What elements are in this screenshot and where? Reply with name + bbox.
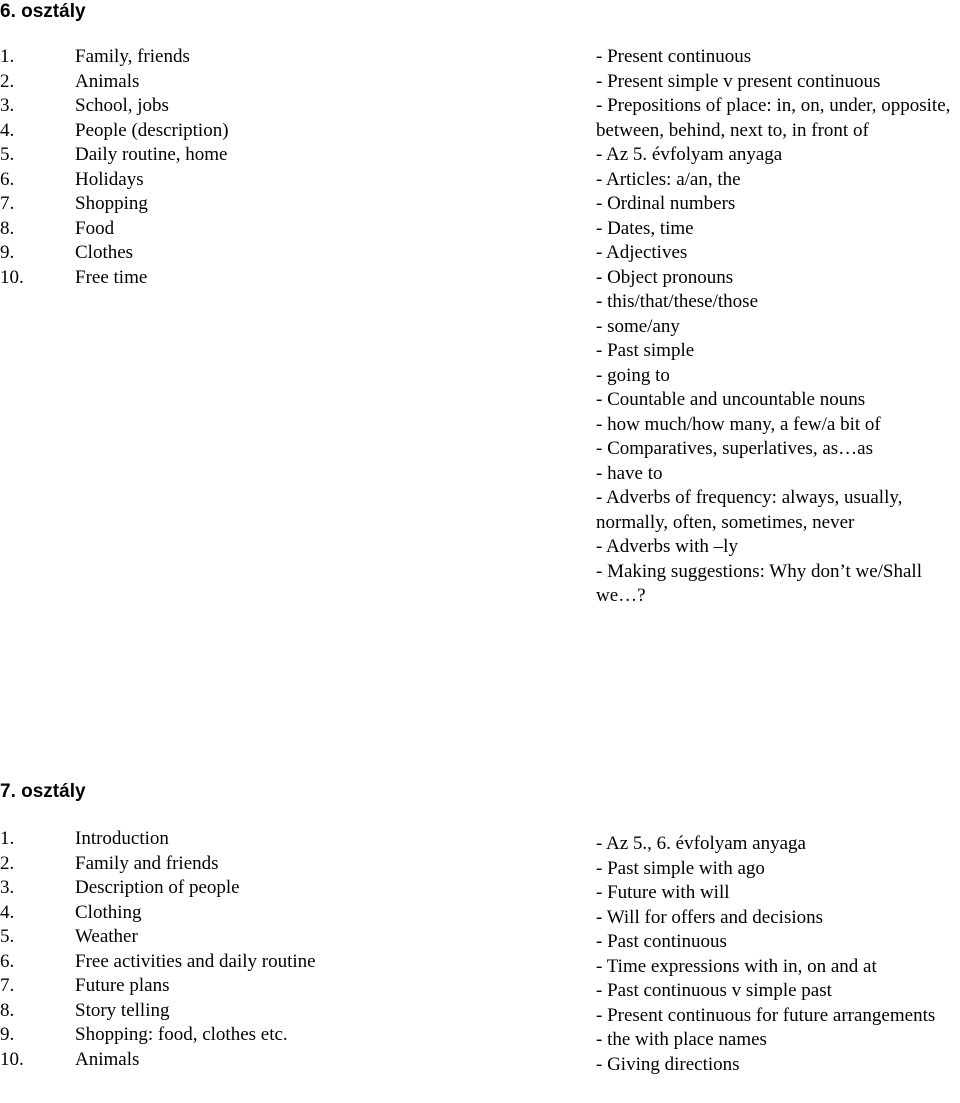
grammar-item: - Past continuous v simple past [596,980,832,1001]
topic-number: 8. [0,999,15,1021]
grammar-item: - Articles: a/an, the [596,168,741,190]
topic-number: 9. [0,1024,15,1045]
topic-number: 4. [0,901,15,923]
grammar-item: - Dates, time [596,217,694,239]
topic-number: 1. [0,46,15,67]
topic-text: Food [75,217,115,239]
topic-number: 6. [0,950,15,972]
topic-text: Introduction [75,828,169,849]
grammar-item: - Az 5. évfolyam anyaga [596,144,783,165]
grammar-item: - Time expressions with in, on and at [596,955,877,977]
grade7-title: 7. osztály [0,781,86,802]
topic-text: Animals [75,70,140,92]
topic-text: Free time [75,266,148,288]
topic-text: Description of people [75,877,240,898]
grammar-item: - Present continuous [596,46,752,67]
grammar-item: - Present simple v present continuous [596,70,881,92]
grammar-item: - Countable and uncountable nouns [596,389,866,410]
topic-text: Clothes [75,242,134,263]
topic-number: 2. [0,70,15,92]
grammar-item: - Prepositions of place: in, on, under, opposite, between, behind, next to, in front of [596,95,951,141]
topic-number: 6. [0,168,15,190]
topic-text: Free activities and daily routine [75,950,316,972]
grammar-item: - Past simple [596,340,695,361]
topic-text: School, jobs [75,95,169,116]
topic-number: 2. [0,852,15,874]
grammar-item: - Ordinal numbers [596,193,736,214]
grammar-item: - Present continuous for future arrangements [596,1004,936,1026]
topic-number: 10. [0,1048,24,1070]
topic-number: 7. [0,975,15,996]
grammar-item: - Future with will [596,882,730,903]
grammar-item: - the with place names [596,1029,767,1050]
topic-text: Weather [75,926,138,947]
topic-number: 10. [0,266,24,288]
grammar-item: - going to [596,364,670,386]
topic-number: 7. [0,193,15,214]
grade6-title: 6. osztály [0,1,86,22]
grammar-item: - Adjectives [596,242,688,263]
topic-number: 8. [0,217,15,239]
topic-number: 3. [0,95,15,116]
topic-number: 1. [0,828,15,849]
topic-text: Holidays [75,168,144,190]
grammar-item: - Will for offers and decisions [596,906,824,928]
grammar-item: - Adverbs with –ly [596,536,738,557]
topic-text: Shopping: food, clothes etc. [75,1024,288,1045]
grade7-grammar-list [596,832,960,1077]
grammar-item: - Object pronouns [596,266,734,288]
grammar-item: - Comparatives, superlatives, as…as [596,438,874,459]
topic-number: 5. [0,926,15,947]
grammar-item: - Giving directions [596,1053,740,1075]
topic-text: Family and friends [75,852,219,874]
topic-text: Future plans [75,975,170,996]
grammar-item: - Past simple with ago [596,857,765,879]
topic-text: Daily routine, home [75,144,228,165]
grammar-item: - Past continuous [596,931,727,952]
topic-number: 4. [0,119,15,141]
topic-text: People (description) [75,119,229,141]
grammar-item: - some/any [596,315,680,337]
topic-text: Shopping [75,193,148,214]
grammar-item: - how much/how many, a few/a bit of [596,413,881,435]
grammar-item: - Adverbs of frequency: always, usually, normally, often, sometimes, never [596,487,903,533]
topic-number: 3. [0,877,15,898]
topic-text: Clothing [75,901,142,923]
topic-text: Story telling [75,999,170,1021]
topic-number: 5. [0,144,15,165]
grammar-item: - have to [596,462,663,484]
grammar-item: - Making suggestions: Why don’t we/Shall we…? [596,560,922,606]
topic-text: Family, friends [75,46,190,67]
topic-number: 9. [0,242,15,263]
topic-text: Animals [75,1048,140,1070]
grammar-item: - this/that/these/those [596,291,759,312]
grammar-item: - Az 5., 6. évfolyam anyaga [596,833,806,854]
grade6-grammar-list [596,45,960,609]
